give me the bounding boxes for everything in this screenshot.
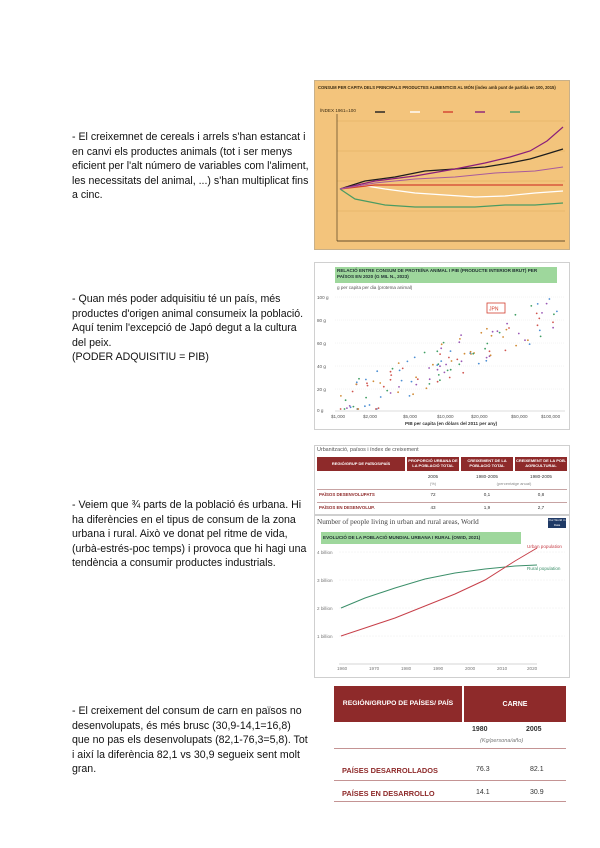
scatter-point <box>537 303 539 305</box>
scatter-point <box>412 393 414 395</box>
scatter-point <box>508 327 510 329</box>
meat-row-developing-1980: 14.1 <box>476 789 490 796</box>
scatter-point <box>486 357 488 359</box>
ytick-40: 40 g <box>317 364 326 369</box>
xtick-1970: 1970 <box>369 666 380 671</box>
scatter-point <box>379 382 381 384</box>
xtick-2010: 2010 <box>497 666 508 671</box>
urban-year-1: 2005 <box>427 474 439 479</box>
scatter-point <box>399 370 401 372</box>
scatter-point <box>464 353 466 355</box>
scatter-point <box>461 360 463 362</box>
scatter-point <box>486 328 488 330</box>
urban-unit-1: (%) <box>429 481 437 486</box>
scatter-point <box>398 362 400 364</box>
scatter-point <box>480 332 482 334</box>
scatter-point <box>451 360 453 362</box>
ytick-2bn: 2 billion <box>317 606 333 611</box>
scatter-point <box>536 313 538 315</box>
japan-label: JPN <box>489 306 499 313</box>
urban-year-2: 1980-2005 <box>476 474 498 479</box>
scatter-point <box>345 399 347 401</box>
scatter-point <box>437 369 439 371</box>
scatter-point <box>358 378 360 380</box>
scatter-point <box>355 383 357 385</box>
scatter-point <box>401 380 403 382</box>
scatter-point <box>428 367 430 369</box>
scatter-point <box>365 379 367 381</box>
scatter-point <box>460 334 462 336</box>
scatter-point <box>458 341 460 343</box>
series-line-5 <box>340 189 563 207</box>
scatter-point <box>450 369 452 371</box>
scatter-point <box>386 390 388 392</box>
scatter-point <box>515 345 517 347</box>
scatter-point <box>352 391 354 393</box>
scatter-point <box>439 379 441 381</box>
scatter-point <box>506 329 508 331</box>
scatter-point <box>444 372 446 374</box>
scatter-point <box>489 350 491 352</box>
scatter-point <box>432 364 434 366</box>
xtick-100000: $100,000 <box>541 414 561 419</box>
scatter-point <box>414 357 416 359</box>
scatter-point <box>436 350 438 352</box>
meat-unit: (Kg/persona/año) <box>480 738 524 744</box>
scatter-point <box>350 406 352 408</box>
urban-unit-2: (percentatge anual) <box>496 481 532 486</box>
scatter-point <box>441 343 443 345</box>
urban-rural-heading: Number of people living in urban and rural areas, World <box>317 518 479 526</box>
xtick-2000: 2000 <box>465 666 476 671</box>
urban-row-developing-v3: 2,7 <box>537 505 545 510</box>
scatter-point <box>417 378 419 380</box>
scatter-point <box>553 313 555 315</box>
scatter-point <box>398 386 400 388</box>
scatter-point <box>484 348 486 350</box>
scatter-point <box>378 407 380 409</box>
scatter-point <box>436 364 438 366</box>
scatter-point <box>439 353 441 355</box>
scatter-point <box>447 370 449 372</box>
scatter-point <box>415 384 417 386</box>
scatter-point <box>392 368 394 370</box>
meat-header-region: REGIÓN/GRUPO DE PAÍSES/ PAÍS <box>334 686 462 722</box>
scatter-point <box>411 381 413 383</box>
xtick-5000: $5,000 <box>403 414 418 419</box>
urban-header-growth: CREIXEMENT DE LA POBLACIÓ TOTAL <box>461 457 513 471</box>
urban-rural-plot <box>315 516 569 677</box>
scatter-point <box>549 298 551 300</box>
urban-series-label: Urban population <box>527 544 562 549</box>
scatter-point <box>497 330 499 332</box>
scatter-point <box>539 330 541 332</box>
scatter-point <box>530 305 532 307</box>
scatter-point <box>353 406 355 408</box>
food-index-chart <box>314 80 570 250</box>
urban-rural-subtitle: EVOLUCIÓ DE LA POBLACIÓ MUNDIAL URBANA I RURAL (OWID, 2021) <box>321 532 521 544</box>
scatter-point <box>409 395 411 397</box>
scatter-point <box>462 372 464 374</box>
scatter-point <box>505 350 507 352</box>
scatter-point <box>438 374 440 376</box>
scatter-point <box>383 386 385 388</box>
scatter-point <box>540 336 542 338</box>
ytick-1bn: 1 billion <box>317 634 333 639</box>
scatter-point <box>426 387 428 389</box>
scatter-point <box>492 331 494 333</box>
paragraph-cereals: - El creixemnet de cereals i arrels s'han estancat i en canvi els productes animals (tot i ser menys eficient per l'alt número de variables com l'aliment, les necessitats del animal, ...) s'han multiplicat fins a cinc. <box>72 131 309 202</box>
scatter-point <box>456 359 458 361</box>
urban-row-developing-label: PAÏSOS EN DESENVOLUP. <box>319 505 375 510</box>
scatter-point <box>552 321 554 323</box>
series-line-2 <box>340 185 563 197</box>
urban-header-proportion: PROPORCIÓ URBANA DE LA POBLACIÓ TOTAL <box>407 457 459 471</box>
scatter-point <box>340 408 342 410</box>
scatter-point <box>449 377 451 379</box>
protein-pib-ylabel: g per capita per dia (proteïna animal) <box>337 285 413 290</box>
scatter-point <box>445 364 447 366</box>
rural-line <box>341 565 537 608</box>
protein-pib-scatter <box>314 262 570 430</box>
xtick-1980: 1980 <box>401 666 412 671</box>
ytick-3bn: 3 billion <box>317 578 333 583</box>
scatter-point <box>470 351 472 353</box>
scatter-point <box>375 408 377 410</box>
scatter-point <box>448 357 450 359</box>
scatter-point <box>541 312 543 314</box>
scatter-point <box>439 365 441 367</box>
food-index-ylabel: ÍNDEX 1961=100 <box>320 108 356 113</box>
scatter-point <box>515 314 517 316</box>
urban-row-developing-v1: 43 <box>430 505 436 510</box>
scatter-point <box>407 361 409 363</box>
scatter-point <box>390 379 392 381</box>
scatter-point <box>537 324 539 326</box>
scatter-point <box>450 350 452 352</box>
ytick-0: 0 g <box>317 408 324 413</box>
scatter-point <box>546 303 548 305</box>
scatter-point <box>458 363 460 365</box>
ytick-100: 100 g <box>317 295 329 300</box>
urban-year-3: 1980-2005 <box>530 474 552 479</box>
scatter-point <box>437 381 439 383</box>
scatter-point <box>491 335 493 337</box>
scatter-point <box>538 318 540 320</box>
meat-year-2005: 2005 <box>526 726 542 733</box>
scatter-point <box>340 395 342 397</box>
scatter-point <box>415 376 417 378</box>
xtick-10000: $10,000 <box>437 414 454 419</box>
scatter-point <box>429 378 431 380</box>
scatter-point <box>344 408 346 410</box>
scatter-point <box>502 336 504 338</box>
urbanization-table <box>314 445 570 515</box>
scatter-point <box>357 408 359 410</box>
xtick-2000: $2,000 <box>363 414 378 419</box>
paragraph-pib: - Quan més poder adquisitiu té un país, més productes d'origen animal consumeix la població. Aquí tenim l'excepció de Japó degut a la cultura del peix. (PODER ADQUISITIU = PIB) <box>72 293 304 364</box>
scatter-point <box>373 380 375 382</box>
scatter-point <box>429 383 431 385</box>
xtick-1990: 1990 <box>433 666 444 671</box>
scatter-point <box>518 333 520 335</box>
paragraph-meat: - El creixement del consum de carn en països no desenvolupats, és més brusc (30,9-14,1=16,8) que no pas els desenvolupats (82,1-76,3=5,8). Tot i així la diferència 82,1 vs 30,9 segueix sent molt gran. <box>72 705 308 776</box>
scatter-point <box>364 405 366 407</box>
scatter-point <box>367 385 369 387</box>
xtick-1000: $1,000 <box>331 414 346 419</box>
scatter-point <box>443 342 445 344</box>
meat-row-developing-2005: 30.9 <box>530 789 544 796</box>
meat-consumption-table <box>330 686 570 802</box>
meat-row-developed-2005: 82.1 <box>530 766 544 773</box>
ytick-60: 60 g <box>317 341 326 346</box>
urban-row-developed-v2: 0,1 <box>483 492 491 497</box>
scatter-point <box>390 392 392 394</box>
scatter-point <box>472 353 474 355</box>
scatter-point <box>390 371 392 373</box>
scatter-point <box>552 327 554 329</box>
paragraph-urban: - Veiem que ¾ parts de la població és urbana. Hi ha diferències en el tipus de consum de la zona urbana i rural. Això ve donat pel ritme de vida, (urbà-estrés-poc temps) i provoca que hi hagi una tendència a consumir productes industrials. <box>72 499 307 570</box>
ytick-80: 80 g <box>317 318 326 323</box>
scatter-point <box>529 343 531 345</box>
scatter-point <box>459 338 461 340</box>
protein-pib-xlabel: PIB per capita (en dòlars del 2011 per any) <box>405 421 498 426</box>
scatter-point <box>402 368 404 370</box>
urban-row-developed-v1: 72 <box>430 492 436 497</box>
scatter-point <box>524 339 526 341</box>
scatter-point <box>478 363 480 365</box>
scatter-point <box>397 391 399 393</box>
meat-year-1980: 1980 <box>472 726 488 733</box>
scatter-point <box>369 404 371 406</box>
scatter-point <box>486 343 488 345</box>
urban-line <box>341 548 537 636</box>
meat-row-developed-1980: 76.3 <box>476 766 490 773</box>
urban-row-developing-v2: 1,9 <box>483 505 491 510</box>
xtick-2020: 2020 <box>527 666 538 671</box>
scatter-point <box>440 347 442 349</box>
rural-series-label: Rural population <box>527 566 561 571</box>
scatter-point <box>380 396 382 398</box>
scatter-point <box>440 360 442 362</box>
urban-row-developed-label: PAÏSOS DESENVOLUPATS <box>319 492 375 497</box>
urban-rural-chart <box>314 515 570 678</box>
meat-row-developed-label: PAÍSES DESARROLLADOS <box>342 766 438 775</box>
scatter-point <box>490 354 492 356</box>
urban-header-agri: CREIXEMENT DE LA POB. AGRICULTURAL <box>515 457 567 471</box>
scatter-point <box>346 407 348 409</box>
scatter-point <box>390 374 392 376</box>
urbanization-caption: Urbanització, països i índex de creixement <box>317 447 419 453</box>
scatter-point <box>485 360 487 362</box>
scatter-point <box>376 370 378 372</box>
protein-pib-title: RELACIÓ ENTRE CONSUM DE PROTEÏNA ANIMAL I PIB (PRODUCTE INTERIOR BRUT) PER PAÏSOS EN 2020 (G MIL N., 2023) <box>337 268 538 279</box>
owid-logo: Our World in Data <box>548 518 566 527</box>
protein-pib-plot <box>315 263 569 429</box>
scatter-point <box>506 323 508 325</box>
food-index-plot <box>315 81 569 249</box>
urban-header-region: REGIÓ/GRUP DE PAÏSOS/PAÍS <box>317 457 405 471</box>
scatter-point <box>424 352 426 354</box>
ytick-20: 20 g <box>317 387 326 392</box>
xtick-50000: $50,000 <box>511 414 528 419</box>
scatter-point <box>527 339 529 341</box>
scatter-point <box>556 311 558 313</box>
ytick-4bn: 4 billion <box>317 550 333 555</box>
meat-header-carne: CARNE <box>464 686 566 722</box>
food-index-title: CONSUM PER CAPITA DELS PRINCIPALS PRODUCTES ALIMENTICIS AL MÓN (índex amb punt de partida en 100, 2015) <box>318 85 556 90</box>
scatter-point <box>499 332 501 334</box>
xtick-20000: $20,000 <box>471 414 488 419</box>
scatter-point <box>365 397 367 399</box>
scatter-point <box>366 382 368 384</box>
meat-row-developing-label: PAÍSES EN DESARROLLO <box>342 789 435 798</box>
scatter-point <box>356 381 358 383</box>
xtick-1960: 1960 <box>337 666 348 671</box>
urban-row-developed-v3: 0,8 <box>537 492 545 497</box>
